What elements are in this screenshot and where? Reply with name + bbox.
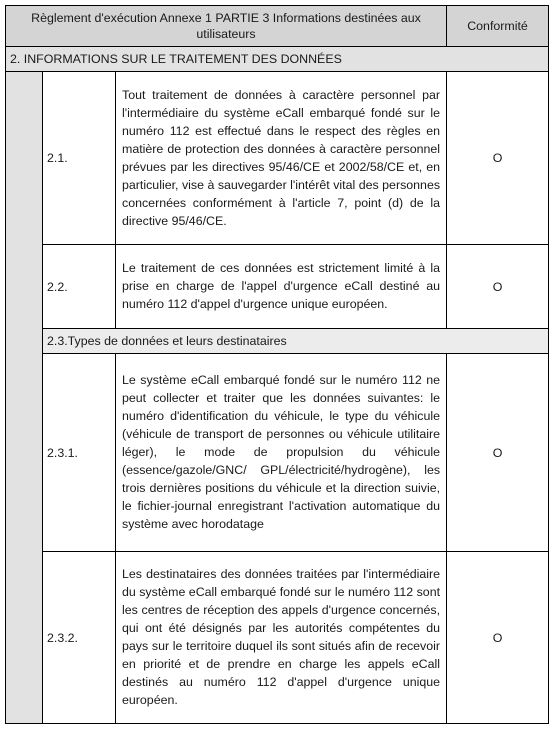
row-number: 2.3.2. — [43, 552, 116, 724]
section-row — [6, 47, 549, 72]
row-number: 2.1. — [43, 72, 116, 245]
row-text: Le système eCall embarqué fondé sur le numéro 112 ne peut collecter et traiter que les données suivantes: le numéro d'identification du véhicule, le type du véhicule (véhicule de transport de personnes ou véhicule utilitaire léger), le mode de propulsion du véhicule (essence/gazole/GNC/ GPL/électricité/hydrogène), les trois dernières positions du véhicule et la direction suivie, le fichier-journal enregistrant l'activation automatique du système avec horodatage — [116, 354, 447, 552]
subsection-row — [6, 329, 549, 354]
indent-cell — [6, 72, 43, 724]
table-row — [6, 354, 549, 552]
row-conformity: O — [447, 72, 549, 245]
row-text: Le traitement de ces données est strictement limité à la prise en charge de l'appel d'urgence eCall destiné au numéro 112 d'appel d'urgence unique européen. — [116, 245, 447, 329]
table-row — [6, 245, 549, 329]
header-regulation: Règlement d'exécution Annexe 1 PARTIE 3 Informations destinées aux utilisateurs — [6, 6, 447, 47]
table-row — [6, 552, 549, 724]
row-conformity: O — [447, 552, 549, 724]
row-number: 2.3.1. — [43, 354, 116, 552]
section-title: 2. INFORMATIONS SUR LE TRAITEMENT DES DONNÉES — [6, 47, 549, 72]
conformity-table — [5, 5, 549, 724]
row-conformity: O — [447, 354, 549, 552]
row-text: Les destinataires des données traitées par l'intermédiaire du système eCall embarqué fondé sur le numéro 112 sont les centres de réception des appels d'urgence concernés, qui ont été désignés par les autorités compétentes du pays sur le territoire duquel ils sont situés afin de recevoir en priorité et de prendre en charge les appels eCall destinés au numéro 112 d'appel d'urgence unique européen. — [116, 552, 447, 724]
table-header-row — [6, 6, 549, 47]
row-conformity: O — [447, 245, 549, 329]
row-number: 2.2. — [43, 245, 116, 329]
subsection-title: 2.3.Types de données et leurs destinataires — [43, 329, 549, 354]
table-row — [6, 72, 549, 245]
header-conformity: Conformité — [447, 6, 549, 47]
row-text: Tout traitement de données à caractère personnel par l'intermédiaire du système eCall embarqué fondé sur le numéro 112 est effectué dans le respect des règles en matière de protection des données à caractère personnel prévues par les directives 95/46/CE et 2002/58/CE et, en particulier, vise à sauvegarder l'intérêt vital des personnes concernées conformément à l'article 7, point (d) de la directive 95/46/CE. — [116, 72, 447, 245]
